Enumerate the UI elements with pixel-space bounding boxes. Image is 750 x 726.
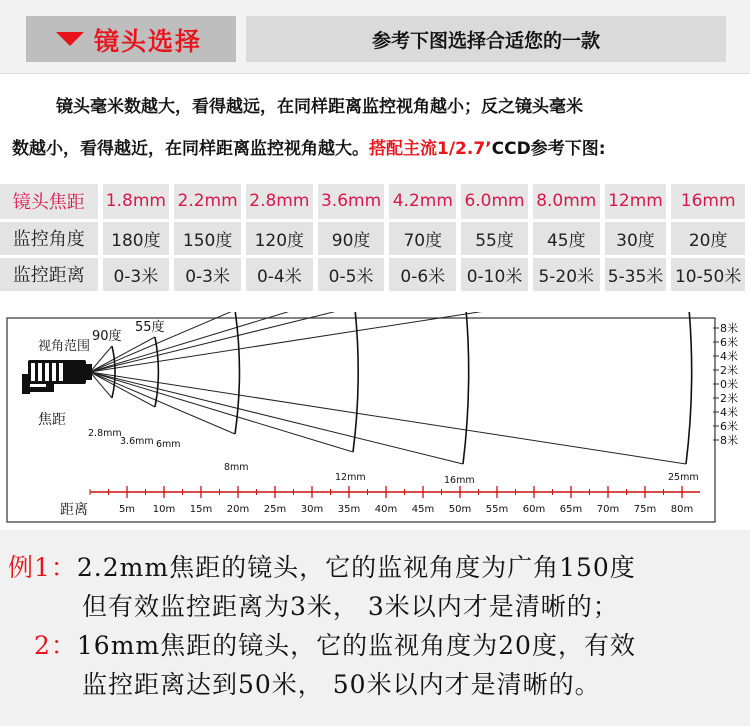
table-cell: 2.8mm	[243, 184, 315, 220]
ruler-label: 65m	[559, 504, 583, 515]
example-1-line-1: 例1：2.2mm焦距的镜头，它的监视角度为广角150度	[8, 553, 636, 582]
scale-label: 0米	[720, 378, 738, 391]
ruler-label: 50m	[448, 504, 472, 515]
spec-table	[0, 184, 750, 294]
table-cell: 2.2mm	[172, 184, 244, 220]
table-cell: 180度	[100, 220, 172, 256]
table-cell: 10-50米	[669, 256, 748, 292]
focal-mark-label: 8mm	[224, 462, 249, 473]
table-cell: 0-3米	[172, 256, 244, 292]
ruler-label: 25m	[263, 504, 287, 515]
ruler-label: 40m	[374, 504, 398, 515]
table-cell: 16mm	[669, 184, 748, 220]
ruler-label: 20m	[226, 504, 250, 515]
table-cell: 90度	[315, 220, 387, 256]
scale-label: 8米	[720, 322, 738, 335]
ruler-label: 45m	[411, 504, 435, 515]
table-cell: 70度	[387, 220, 459, 256]
table-cell: 12mm	[602, 184, 669, 220]
scale-label: 8米	[720, 434, 738, 447]
page-subtitle: 参考下图选择合适您的一款	[371, 30, 600, 52]
ruler-label: 5m	[118, 504, 136, 515]
angle-label: 90度	[92, 329, 122, 344]
row-label: 监控角度	[0, 220, 100, 256]
angle-label: 55度	[135, 320, 165, 335]
ruler-label: 80m	[670, 504, 694, 515]
table-cell: 150度	[172, 220, 244, 256]
table-cell: 1.8mm	[100, 184, 172, 220]
table-cell: 8.0mm	[530, 184, 602, 220]
focal-mark-label: 12mm	[335, 472, 366, 483]
example-1-line-2: 但有效监控距离为3米， 3米以内才是清晰的；	[82, 592, 619, 621]
down-triangle-icon	[56, 32, 84, 46]
page-title: 镜头选择	[94, 27, 203, 56]
examples-panel	[0, 530, 750, 726]
table-cell: 0-4米	[243, 256, 315, 292]
scale-label: 6米	[720, 420, 738, 433]
scale-label: 4米	[720, 350, 738, 363]
distance-label: 距离	[60, 502, 88, 518]
ruler-label: 70m	[596, 504, 620, 515]
view-angle-diagram	[0, 312, 750, 526]
ruler-label: 75m	[633, 504, 657, 515]
table-cell: 0-5米	[315, 256, 387, 292]
table-row-distance	[0, 256, 748, 292]
ruler-label: 60m	[522, 504, 546, 515]
focal-mark-label: 6mm	[156, 439, 181, 450]
table-row-angle	[0, 220, 748, 256]
ruler-label: 30m	[300, 504, 324, 515]
table-cell: 3.6mm	[315, 184, 387, 220]
example-2-line-2: 监控距离达到50米， 50米以内才是清晰的。	[82, 670, 601, 699]
table-cell: 5-20米	[530, 256, 602, 292]
example-2-line-1: 2：16mm焦距的镜头，它的监视角度为20度，有效	[34, 631, 636, 660]
table-cell: 6.0mm	[459, 184, 531, 220]
focal-mark-label: 25mm	[668, 472, 699, 483]
table-cell: 120度	[243, 220, 315, 256]
intro-highlight: 搭配主流1/2.7’	[369, 139, 492, 159]
diagram-svg	[0, 312, 750, 526]
scale-label: 2米	[720, 392, 738, 405]
row-label: 监控距离	[0, 256, 100, 292]
table-cell: 55度	[459, 220, 531, 256]
focal-mark-label: 2.8mm	[88, 428, 122, 439]
ruler-label: 10m	[152, 504, 176, 515]
table-cell: 4.2mm	[387, 184, 459, 220]
ruler-label: 35m	[337, 504, 361, 515]
intro-line-2: 数越小，看得越近，在同样距离监控视角越大。搭配主流1/2.7’CCD参考下图:	[12, 139, 606, 159]
row-label: 镜头焦距	[0, 184, 100, 220]
focal-length-label: 焦距	[38, 412, 66, 428]
scale-label: 6米	[720, 336, 738, 349]
intro-line-1: 镜头毫米数越大，看得越远，在同样距离监控视角越小；反之镜头毫米	[56, 97, 583, 117]
table-cell: 5-35米	[602, 256, 669, 292]
example-1-tag: 例1：	[8, 553, 77, 582]
table-cell: 30度	[602, 220, 669, 256]
table-row-focal	[0, 184, 748, 220]
table-cell: 0-10米	[459, 256, 531, 292]
header-bar	[0, 0, 750, 74]
table-cell: 20度	[669, 220, 748, 256]
header-title-box	[26, 16, 236, 62]
header-subtitle-box	[246, 16, 726, 62]
ruler-label: 15m	[189, 504, 213, 515]
intro-text	[12, 86, 740, 170]
table-cell: 0-3米	[100, 256, 172, 292]
ruler-label: 55m	[485, 504, 509, 515]
focal-mark-label: 16mm	[444, 475, 475, 486]
example-2-tag: 2：	[34, 631, 77, 660]
focal-mark-label: 3.6mm	[120, 436, 154, 447]
scale-label: 2米	[720, 364, 738, 377]
table-cell: 0-6米	[387, 256, 459, 292]
table-cell: 45度	[530, 220, 602, 256]
scale-label: 4米	[720, 406, 738, 419]
view-range-label: 视角范围	[38, 339, 91, 354]
